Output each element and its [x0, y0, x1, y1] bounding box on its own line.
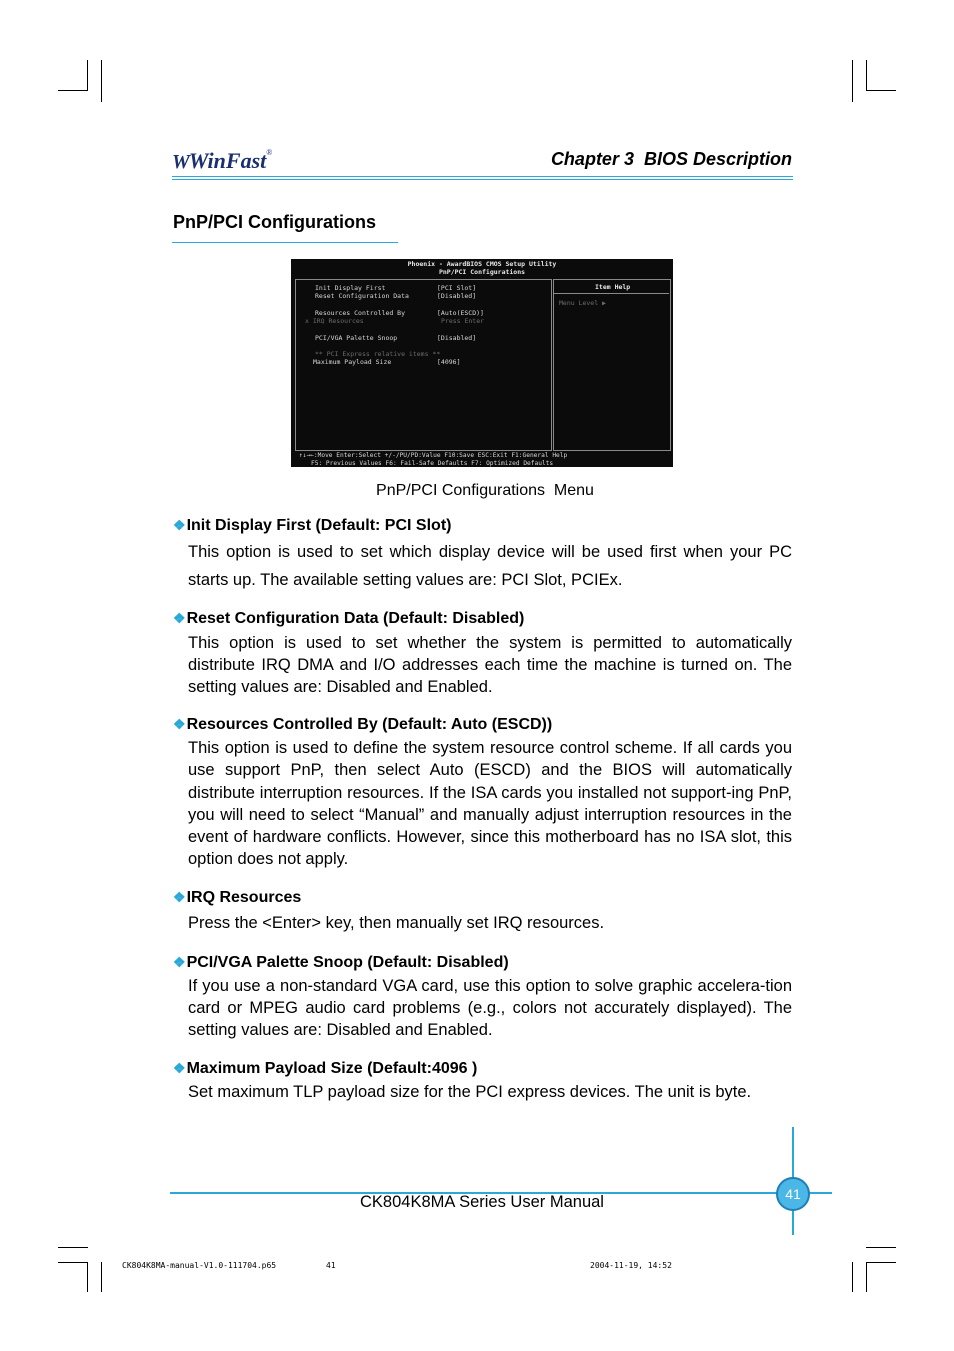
- item-heading-text: Resources Controlled By (Default: Auto (ESCD)): [186, 716, 553, 733]
- bios-row-value: Press Enter: [441, 317, 485, 325]
- bios-row-value[interactable]: [Auto(ESCD)]: [437, 309, 484, 317]
- crop-mark: [87, 1262, 88, 1292]
- diamond-bullet-icon: ❖: [173, 610, 186, 626]
- item-heading: [173, 954, 509, 972]
- chapter-number: Chapter 3: [550, 149, 634, 169]
- figure-caption: PnP/PCI Configurations Menu: [376, 482, 594, 499]
- crop-mark: [101, 60, 102, 102]
- bios-screenshot: [291, 259, 673, 467]
- slug-date: 2004-11-19, 14:52: [590, 1261, 672, 1270]
- slug-file: CK804K8MA-manual-V1.0-111704.p65: [122, 1261, 277, 1270]
- bios-row-label: x IRQ Resources: [305, 317, 364, 325]
- bios-help-title: Item Help: [595, 283, 631, 291]
- diamond-bullet-icon: ❖: [173, 1060, 186, 1076]
- crop-mark: [866, 1262, 896, 1263]
- item-heading: [173, 610, 524, 628]
- crop-mark: [101, 1262, 102, 1292]
- crop-mark: [866, 90, 896, 91]
- crop-mark: [58, 1247, 88, 1248]
- item-heading: [173, 889, 301, 907]
- winfast-logo: [172, 148, 272, 174]
- item-body: This option is used to define the system resource control scheme. If all cards you use support PnP, then select Auto (ESCD) and the BIOS will automatically distribute interruption resources. If the ISA cards you installed not support-ing PnP, you will need to select “Manual” and manually adjust interruption resources in the event of hardware conflicts. However, since this motherboard has no ISA slot, this option does not apply.: [188, 739, 792, 869]
- bios-row-label[interactable]: PCI/VGA Palette Snoop: [315, 334, 398, 342]
- chapter-heading: [500, 149, 792, 170]
- item-body: Set maximum TLP payload size for the PCI express devices. The unit is byte.: [188, 1083, 752, 1101]
- chapter-title: BIOS Description: [643, 149, 792, 169]
- section-title: PnP/PCI Configurations: [173, 212, 377, 232]
- diamond-bullet-icon: ❖: [173, 954, 186, 970]
- slug-page: 41: [326, 1261, 336, 1270]
- header-rule: [172, 176, 793, 177]
- item-body: If you use a non-standard VGA card, use this option to solve graphic accelera-tion card or MPEG audio card problems (e.g., colors not accurately displayed). The setting values are: Disabled and Enabled.: [188, 977, 792, 1039]
- item-heading: [173, 1060, 477, 1078]
- bios-row-value[interactable]: [4096]: [437, 358, 461, 366]
- bios-row-label[interactable]: Maximum Payload Size: [313, 358, 392, 366]
- bios-subtitle: PnP/PCI Configurations: [438, 268, 526, 276]
- crop-mark: [866, 60, 867, 90]
- crop-mark: [866, 1262, 867, 1292]
- item-heading: [173, 716, 552, 734]
- item-heading-text: Maximum Payload Size (Default:4096 ): [186, 1060, 478, 1077]
- section-underline: [172, 242, 398, 243]
- logo-registered: ®: [266, 148, 273, 157]
- item-heading: [173, 517, 451, 535]
- logo-mark: W: [172, 151, 187, 173]
- bios-row-label[interactable]: Init Display First: [315, 284, 386, 292]
- diamond-bullet-icon: ❖: [173, 716, 186, 732]
- item-heading-text: Reset Configuration Data (Default: Disabled): [186, 610, 525, 627]
- crop-mark: [58, 1262, 88, 1263]
- bios-row-value[interactable]: [PCI Slot]: [437, 284, 477, 292]
- item-body: Press the <Enter> key, then manually set IRQ resources.: [188, 914, 605, 932]
- bios-footer-keys: F5: Previous Values F6: Fail-Safe Defaults F7: Optimized Defaults: [311, 460, 554, 467]
- item-body: This option is used to set which display device will be used first when your PC starts up. The available setting values are: PCI Slot, PCIEx.: [188, 543, 792, 589]
- header-rule: [172, 179, 793, 180]
- crop-mark: [866, 1247, 896, 1248]
- diamond-bullet-icon: ❖: [173, 517, 186, 533]
- bios-row-label[interactable]: Reset Configuration Data: [315, 292, 409, 300]
- item-heading-text: IRQ Resources: [186, 889, 302, 906]
- crop-mark: [87, 60, 88, 90]
- bios-row-label[interactable]: Resources Controlled By: [315, 309, 406, 317]
- crop-mark: [852, 1262, 853, 1292]
- bios-help-text: Menu Level ▶: [559, 299, 606, 307]
- bios-title: Phoenix - AwardBIOS CMOS Setup Utility: [407, 260, 557, 268]
- item-body: This option is used to set whether the system is permitted to automatically distribute IRQ DMA and I/O addresses each time the machine is turned on. The setting values are: Disabled and Enabled.: [188, 634, 792, 696]
- bios-help-divider: [554, 293, 669, 294]
- manual-title: CK804K8MA Series User Manual: [360, 1193, 604, 1211]
- diamond-bullet-icon: ❖: [173, 889, 186, 905]
- bios-footer-keys: ↑↓→←:Move Enter:Select +/-/PU/PD:Value F10:Save ESC:Exit F1:General Help: [299, 452, 568, 459]
- logo-text: WinFast: [188, 148, 267, 173]
- bios-row-label: ** PCI Express relative items **: [315, 350, 441, 358]
- crop-mark: [58, 90, 88, 91]
- item-heading-text: PCI/VGA Palette Snoop (Default: Disabled): [186, 954, 509, 971]
- bios-row-value[interactable]: [Disabled]: [437, 334, 477, 342]
- crop-mark: [852, 60, 853, 102]
- bios-row-value[interactable]: [Disabled]: [437, 292, 477, 300]
- page-number-badge: 41: [776, 1177, 810, 1211]
- item-heading-text: Init Display First (Default: PCI Slot): [186, 517, 452, 534]
